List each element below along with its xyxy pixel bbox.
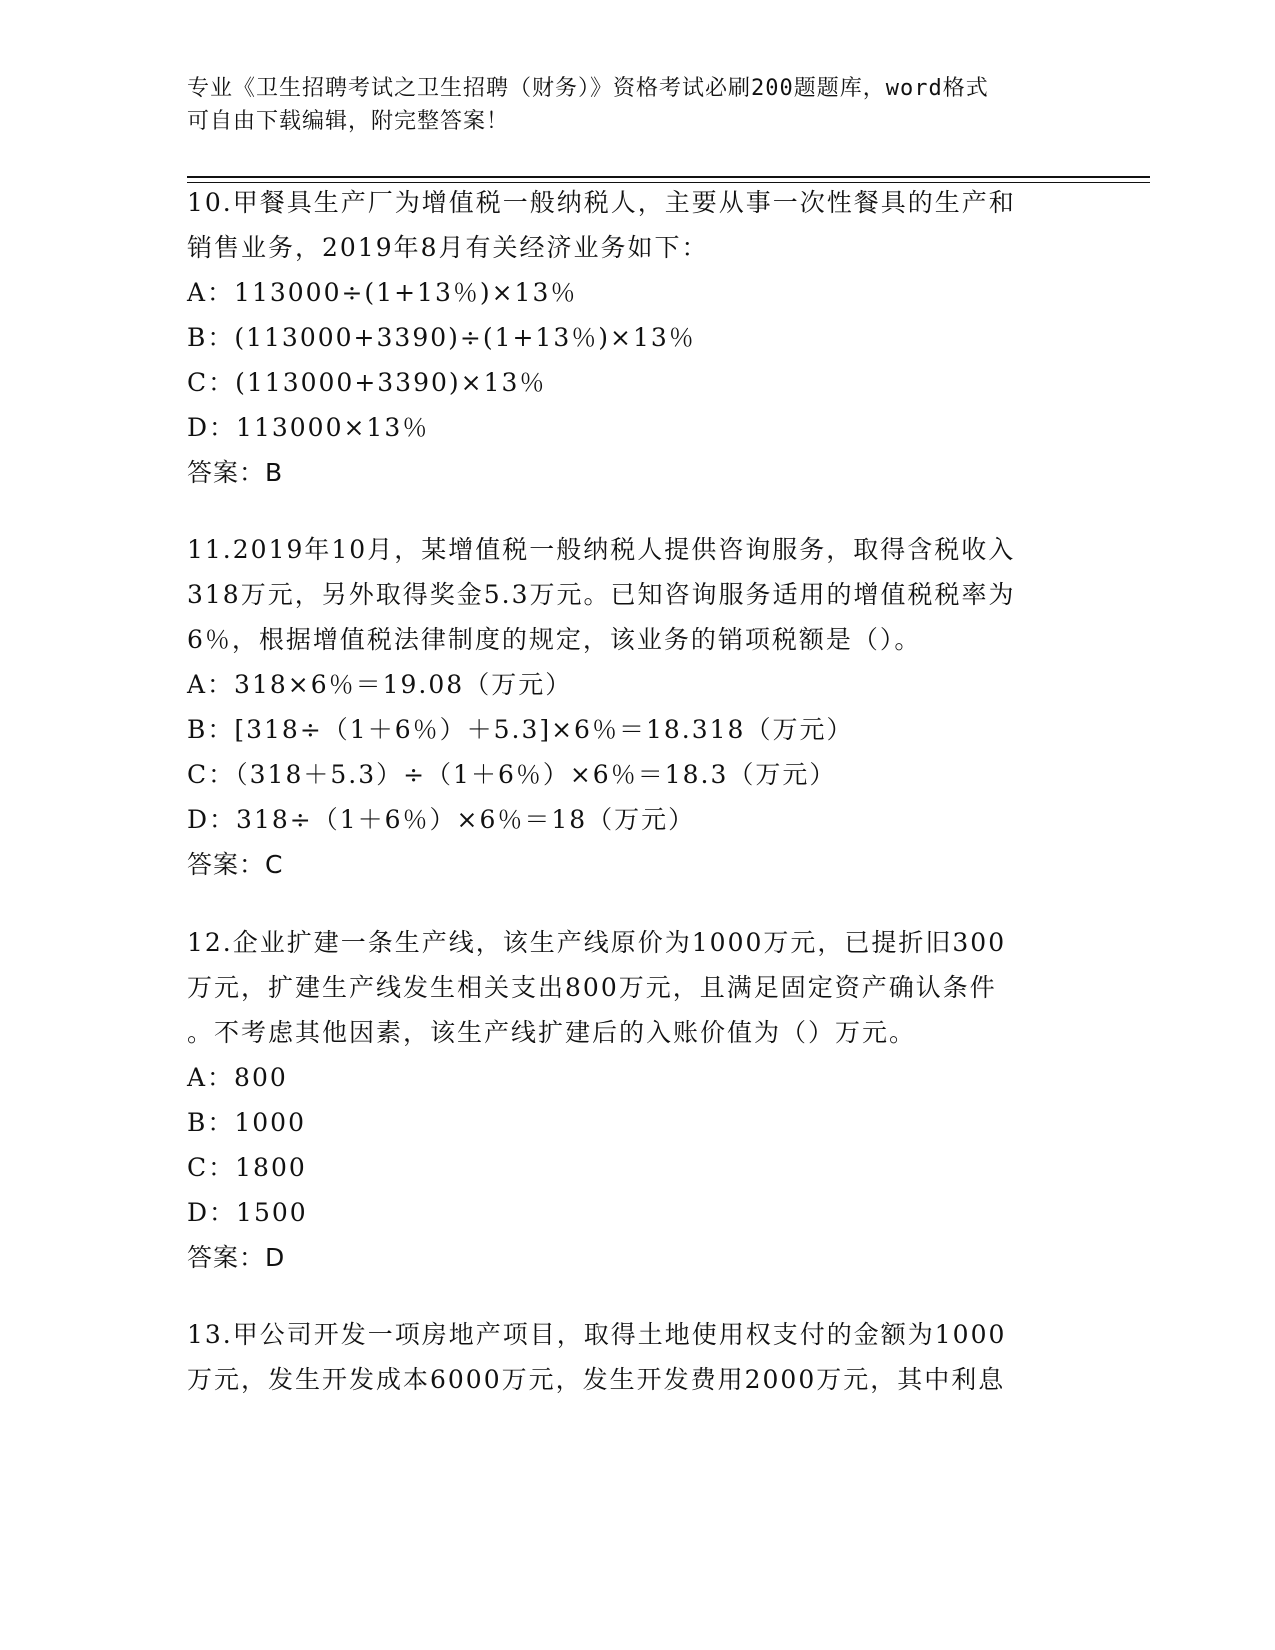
answer-line: 答案：B	[187, 458, 284, 487]
option-b: B：[318÷（1＋6％）＋5.3]×6％＝18.318（万元）	[187, 715, 854, 744]
option-a: A：113000÷(1+13％)×13％	[187, 278, 578, 307]
question-13	[187, 1312, 1087, 1402]
header-line-2: 可自由下载编辑，附完整答案！	[187, 109, 510, 134]
question-stem-line: 13.甲公司开发一项房地产项目，取得土地使用权支付的金额为1000	[187, 1320, 1007, 1349]
option-c: C：1800	[187, 1153, 307, 1182]
question-stem-line: 12.企业扩建一条生产线，该生产线原价为1000万元，已提折旧300	[187, 928, 1007, 957]
header-divider-thick	[187, 176, 1150, 178]
question-stem-line: 万元，扩建生产线发生相关支出800万元，且满足固定资产确认条件	[187, 973, 997, 1002]
question-12	[187, 920, 1087, 1280]
question-stem-line: 6％，根据增值税法律制度的规定，该业务的销项税额是（）。	[187, 625, 922, 654]
option-b: B：(113000+3390)÷(1+13％)×13％	[187, 323, 696, 352]
option-c: C：（318＋5.3）÷（1＋6％）×6％＝18.3（万元）	[187, 760, 837, 789]
question-stem-line: 11.2019年10月，某增值税一般纳税人提供咨询服务，取得含税收入	[187, 535, 1016, 564]
question-11	[187, 527, 1087, 887]
option-b: B：1000	[187, 1108, 306, 1137]
question-stem-line: 318万元，另外取得奖金5.3万元。已知咨询服务适用的增值税税率为	[187, 580, 1016, 609]
question-stem-line: 10.甲餐具生产厂为增值税一般纳税人，主要从事一次性餐具的生产和	[187, 188, 1016, 217]
option-d: D：1500	[187, 1198, 308, 1227]
option-a: A：800	[187, 1063, 288, 1092]
question-stem-line: 万元，发生开发成本6000万元，发生开发费用2000万元，其中利息	[187, 1365, 1006, 1394]
answer-line: 答案：C	[187, 850, 284, 879]
question-10	[187, 180, 1087, 495]
option-d: D：113000×13％	[187, 413, 430, 442]
option-c: C：(113000+3390)×13％	[187, 368, 547, 397]
option-d: D：318÷（1＋6％）×6％＝18（万元）	[187, 805, 696, 834]
answer-line: 答案：D	[187, 1243, 286, 1272]
header-line-1: 专业《卫生招聘考试之卫生招聘（财务）》资格考试必刷200题题库，word格式	[187, 76, 989, 101]
document-header	[187, 72, 1067, 138]
option-a: A：318×6％＝19.08（万元）	[187, 670, 573, 699]
question-stem-line: 销售业务，2019年8月有关经济业务如下：	[187, 233, 709, 262]
question-stem-line: 。不考虑其他因素，该生产线扩建后的入账价值为（）万元。	[187, 1018, 917, 1047]
